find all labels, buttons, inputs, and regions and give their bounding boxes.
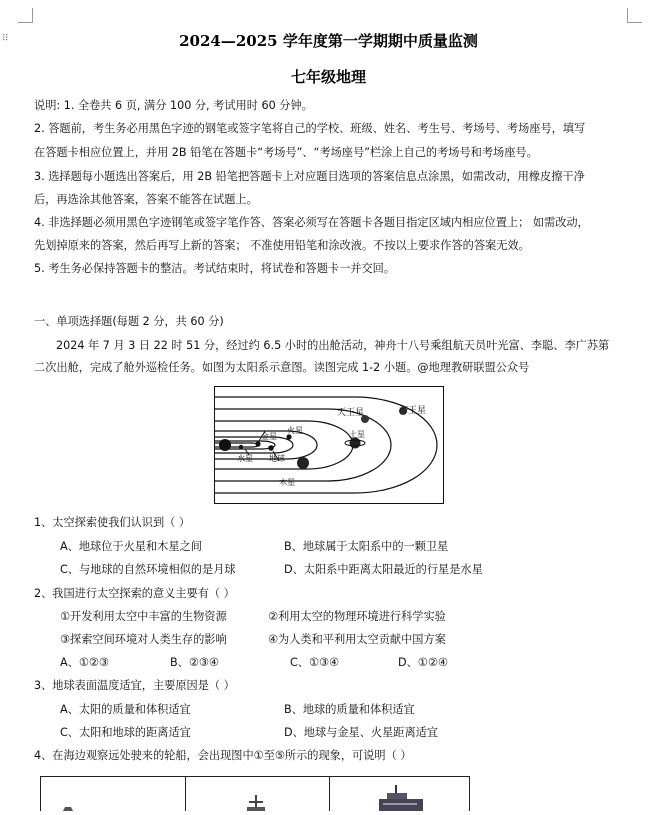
label-venus: 金星 bbox=[261, 432, 277, 441]
question-3-option-d[interactable]: D、地球与金星、火星距离适宜 bbox=[284, 726, 439, 739]
label-neptune: 海王星 bbox=[399, 406, 427, 416]
ship-panel bbox=[329, 777, 468, 811]
question-1-option-d[interactable]: D、太阳系中距离太阳最近的行星是水星 bbox=[284, 563, 483, 576]
question-2-stem: 2、我国进行太空探索的意义主要有（ ） bbox=[34, 587, 235, 600]
drag-handle-icon[interactable]: ⠿ bbox=[2, 34, 10, 44]
question-1-option-c[interactable]: C、与地球的自然环境相似的是月球 bbox=[60, 563, 236, 576]
section-heading: 一、单项选择题(每题 2 分，共 60 分) bbox=[34, 315, 224, 328]
question-2-option-d[interactable]: D、①②④ bbox=[398, 656, 448, 669]
label-jupiter: 木星 bbox=[279, 478, 295, 487]
instruction-line: 3. 选择题每小题选出答案后，用 2B 铅笔把答题卡上对应题目选项的答案信息点涂黑，如需改动，用橡皮擦干净 bbox=[34, 170, 585, 183]
label-mercury: 水星 bbox=[237, 454, 253, 463]
question-1-option-b[interactable]: B、地球属于太阳系中的一颗卫星 bbox=[284, 540, 449, 553]
ship-sequence-figure bbox=[40, 776, 470, 811]
question-3-option-c[interactable]: C、太阳和地球的距离适宜 bbox=[60, 726, 191, 739]
exam-title: 2024—2025 学年度第一学期期中质量监测 bbox=[179, 32, 478, 50]
question-3-stem: 3、地球表面温度适宜，主要原因是（ ） bbox=[34, 679, 235, 692]
question-2-option-a[interactable]: A、①②③ bbox=[60, 656, 109, 669]
question-3-option-a[interactable]: A、太阳的质量和体积适宜 bbox=[60, 703, 191, 716]
planet-jupiter bbox=[297, 457, 309, 469]
question-1-option-a[interactable]: A、地球位于火星和木星之间 bbox=[60, 540, 202, 553]
ship-panel bbox=[41, 777, 186, 811]
question-2-statement: ②利用太空的物理环境进行科学实验 bbox=[268, 610, 446, 623]
crop-mark-left bbox=[18, 8, 33, 23]
instruction-line: 2. 答题前，考生务必用黑色字迹的钢笔或签字笔将自己的学校、班级、姓名、考生号、考场号、考场座号，填写 bbox=[34, 122, 586, 135]
question-2-option-b[interactable]: B、②③④ bbox=[170, 656, 219, 669]
question-2-statement: ①开发利用太空中丰富的生物资源 bbox=[60, 610, 227, 623]
instruction-line: 说明: 1. 全卷共 6 页, 满分 100 分, 考试用时 60 分钟。 bbox=[34, 99, 313, 112]
ship-icon bbox=[185, 777, 329, 811]
intro-paragraph-line: 2024 年 7 月 3 日 22 时 51 分，经过约 6.5 小时的出舱活动，神舟十八号乘组航天员叶光富、李聪、李广苏第 bbox=[56, 339, 610, 352]
exam-subtitle: 七年级地理 bbox=[290, 68, 366, 86]
ship-icon bbox=[41, 777, 185, 811]
label-saturn: 土星 bbox=[349, 430, 365, 439]
instruction-line: 4. 非选择题必须用黑色字迹钢笔或签字笔作答、答案必须写在答题卡各题目指定区域内相应位置上； 如需改动， bbox=[34, 216, 589, 229]
label-mars: 火星 bbox=[287, 426, 303, 435]
question-1-stem: 1、太空探索使我们认识到（ ） bbox=[34, 516, 191, 529]
ship-icon bbox=[329, 777, 468, 811]
intro-paragraph-line: 二次出舱，完成了舱外巡检任务。如图为太阳系示意图。读图完成 1-2 小题。@地理教研联盟公众号 bbox=[34, 361, 530, 374]
instruction-line: 5. 考生务必保持答题卡的整洁。考试结束时，将试卷和答题卡一并交回。 bbox=[34, 262, 396, 275]
instruction-line: 先划掉原来的答案，然后再写上新的答案； 不准使用铅笔和涂改液。不按以上要求作答的答案无效。 bbox=[34, 239, 530, 252]
question-3-option-b[interactable]: B、地球的质量和体积适宜 bbox=[284, 703, 415, 716]
sun bbox=[219, 439, 231, 451]
planet-mercury bbox=[239, 445, 243, 449]
label-uranus: 天王星 bbox=[337, 408, 365, 418]
planet-venus bbox=[255, 441, 260, 446]
question-2-option-c[interactable]: C、①③④ bbox=[290, 656, 340, 669]
ship-panel bbox=[185, 777, 330, 811]
instruction-line: 在答题卡相应位置上，并用 2B 铅笔在答题卡“考场号”、“考场座号”栏涂上自己的考场号和考场座号。 bbox=[34, 146, 538, 159]
question-2-statement: ③探索空间环境对人类生存的影响 bbox=[60, 633, 227, 646]
question-4-stem: 4、在海边观察远处驶来的轮船，会出现图中①至⑤所示的现象，可说明（ ） bbox=[34, 749, 412, 762]
planet-earth bbox=[268, 445, 274, 451]
solar-system-diagram bbox=[214, 386, 444, 504]
crop-mark-right bbox=[627, 8, 642, 23]
instruction-line: 后，再选涂其他答案，答案不能答在试题上。 bbox=[34, 193, 258, 206]
question-2-statement: ④为人类和平利用太空贡献中国方案 bbox=[268, 633, 446, 646]
label-earth: 地球 bbox=[269, 454, 285, 463]
